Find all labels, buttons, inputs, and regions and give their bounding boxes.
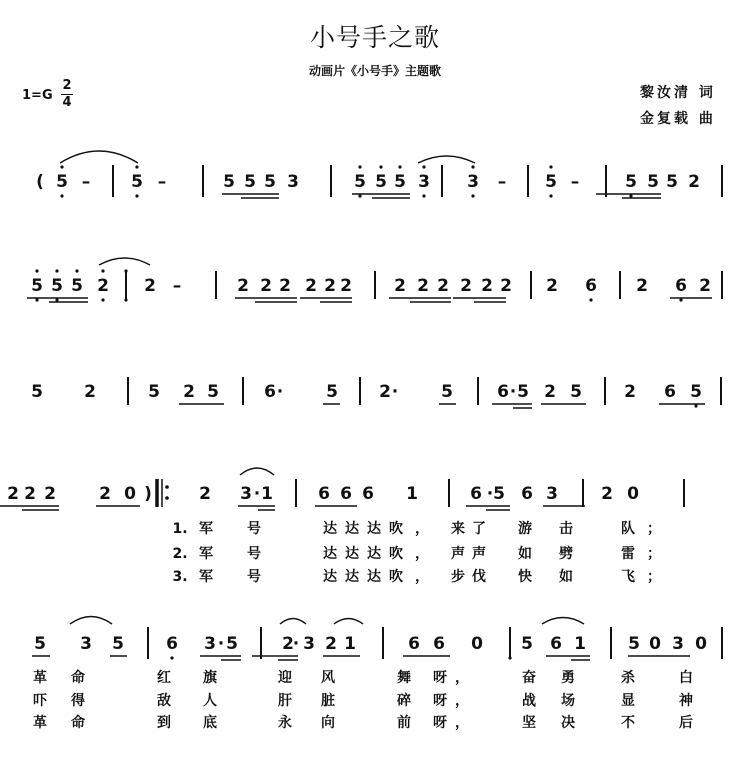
note-token: 5 — [112, 634, 124, 654]
note-token: · — [276, 382, 284, 402]
octave-dot-high — [101, 269, 104, 272]
lyric-char: 革 — [33, 715, 47, 731]
note-token: 5 — [51, 276, 63, 296]
octave-dot-high — [549, 165, 552, 168]
lyric-char: ， — [455, 670, 469, 686]
key-signature: 1=G — [22, 88, 53, 103]
note-token: 5 — [394, 172, 406, 192]
note-token: 2 — [279, 276, 291, 296]
note-token: 3 — [418, 172, 430, 192]
lyric-char: 1. — [172, 521, 188, 537]
note-token: 2 — [24, 484, 36, 504]
octave-dot-low — [135, 194, 138, 197]
note-token: – — [497, 172, 507, 192]
note-token: 5 — [375, 172, 387, 192]
lyric-char: 军 — [199, 569, 213, 585]
note-token: 2 — [624, 382, 636, 402]
lyric-char: 快 — [518, 569, 532, 585]
note-token: 2 — [199, 484, 211, 504]
lyric-char: 达 — [367, 569, 381, 585]
note-token: 2 — [417, 276, 429, 296]
note-token: · — [391, 382, 399, 402]
lyric-char: 伐 — [472, 569, 486, 585]
lyric-char: 军 — [199, 521, 213, 537]
lyric-char: 决 — [561, 715, 575, 731]
octave-dot-low — [679, 298, 682, 301]
lyric-char: 杀 — [621, 670, 635, 686]
note-token: 0 — [649, 634, 661, 654]
lyric-char: ， — [455, 693, 469, 709]
lyric-char: 革 — [33, 670, 47, 686]
octave-dot-low — [471, 194, 474, 197]
lyric-char: 不 — [621, 715, 635, 731]
lyric-char: 碎 — [397, 693, 411, 709]
note-token: 2 — [305, 276, 317, 296]
lyric-char: ； — [647, 521, 661, 537]
note-token: 2 — [460, 276, 472, 296]
note-token: 0 — [124, 484, 136, 504]
note-token: 3 — [240, 484, 252, 504]
note-token: 5 — [690, 382, 702, 402]
lyric-char: ， — [415, 521, 429, 537]
note-token: 6 — [318, 484, 330, 504]
song-title: 小号手之歌 — [309, 23, 440, 52]
lyric-char: 游 — [518, 521, 532, 537]
time-signature-lower: 4 — [62, 95, 72, 110]
note-token: 2 — [688, 172, 700, 192]
lyric-char: ， — [415, 569, 429, 585]
octave-dot-high — [358, 165, 361, 168]
octave-dot-low — [422, 194, 425, 197]
note-token: 5 — [517, 382, 529, 402]
octave-dot-low — [694, 404, 697, 407]
lyric-char: 吓 — [33, 693, 47, 709]
note-token: 6 — [675, 276, 687, 296]
note-token: 6 — [521, 484, 533, 504]
lyric-char: 达 — [367, 521, 381, 537]
octave-dot-high — [35, 269, 38, 272]
lyric-char: 吹 — [389, 521, 403, 537]
note-token: 5 — [326, 382, 338, 402]
note-token: 1 — [574, 634, 586, 654]
lyric-char: 白 — [679, 670, 693, 686]
octave-dot-low — [358, 194, 361, 197]
octave-dot-high — [55, 269, 58, 272]
note-token: 5 — [148, 382, 160, 402]
note-token: – — [81, 172, 91, 192]
lyric-char: 队 — [621, 521, 635, 537]
slur — [334, 619, 363, 625]
note-token: 2 — [260, 276, 272, 296]
lyric-char: 如 — [518, 546, 532, 562]
lyric-char: 敌 — [157, 693, 171, 709]
note-token: 2 — [183, 382, 195, 402]
lyric-char: 吹 — [389, 546, 403, 562]
note-token: 2 — [44, 484, 56, 504]
octave-dot-low — [508, 656, 511, 659]
lyric-char: 步 — [451, 569, 465, 585]
lyric-char: 风 — [321, 670, 335, 686]
note-token: 2 — [144, 276, 156, 296]
lyric-char: 声 — [472, 546, 486, 562]
note-token: 5 — [441, 382, 453, 402]
lyric-char: 场 — [561, 693, 575, 709]
note-token: ) — [144, 484, 152, 504]
lyric-char: 达 — [367, 546, 381, 562]
octave-dot-high — [60, 165, 63, 168]
note-token: – — [157, 172, 167, 192]
note-token: 6 — [550, 634, 562, 654]
song-subtitle: 动画片《小号手》主题歌 — [308, 64, 441, 78]
lyric-char: ； — [647, 546, 661, 562]
lyric-char: 了 — [472, 521, 486, 537]
lyric-char: 达 — [345, 521, 359, 537]
slur — [542, 618, 584, 625]
note-token: 5 — [264, 172, 276, 192]
note-token: 3 — [287, 172, 299, 192]
note-token: 0 — [627, 484, 639, 504]
lyric-char: 旗 — [203, 670, 217, 686]
lyric-char: 来 — [451, 521, 465, 537]
repeat-dot — [165, 485, 169, 489]
octave-dot-high — [422, 165, 425, 168]
note-token: 2 — [84, 382, 96, 402]
note-token: 2 — [99, 484, 111, 504]
lyric-char: 脏 — [321, 693, 335, 709]
lyric-char: 后 — [679, 715, 693, 731]
lyric-char: 雷 — [621, 546, 635, 562]
lyric-char: 号 — [247, 521, 261, 537]
lyric-char: ， — [455, 715, 469, 731]
lyric-char: 达 — [323, 546, 337, 562]
lyric-char: 军 — [199, 546, 213, 562]
lyric-char: 永 — [278, 715, 292, 731]
note-token: 2 — [7, 484, 19, 504]
lyric-char: 迎 — [278, 670, 292, 686]
octave-dot-low — [101, 298, 104, 301]
note-token: 2 — [282, 634, 294, 654]
slur — [280, 619, 306, 625]
note-token: 5 — [647, 172, 659, 192]
octave-dot-high — [75, 269, 78, 272]
octave-dot-low — [549, 194, 552, 197]
lyric-char: 命 — [71, 715, 85, 731]
slur — [240, 468, 274, 475]
note-token: · — [486, 484, 494, 504]
lyricist-credit: 黎汝清 词 — [640, 85, 716, 101]
note-token: 6 — [166, 634, 178, 654]
note-token: 6 — [664, 382, 676, 402]
lyric-char: 神 — [679, 693, 693, 709]
note-token: 6 — [497, 382, 509, 402]
lyric-char: 2. — [172, 546, 188, 562]
octave-dot-low — [60, 194, 63, 197]
note-token: 6 — [433, 634, 445, 654]
octave-dot-low — [170, 656, 173, 659]
note-token: 6 — [408, 634, 420, 654]
lyric-char: 击 — [559, 521, 573, 537]
note-token: 5 — [625, 172, 637, 192]
lyric-char: 号 — [247, 546, 261, 562]
note-token: 5 — [56, 172, 68, 192]
lyric-char: 呀 — [433, 693, 447, 709]
note-token: 5 — [666, 172, 678, 192]
time-signature-upper: 2 — [62, 78, 72, 93]
slur — [60, 151, 138, 163]
note-token: 1 — [344, 634, 356, 654]
note-token: 2 — [325, 634, 337, 654]
octave-dot-high — [471, 165, 474, 168]
note-token: 5 — [31, 382, 43, 402]
lyric-char: 劈 — [559, 546, 573, 562]
lyric-char: 得 — [71, 693, 85, 709]
lyric-char: 舞 — [397, 670, 411, 686]
lyric-char: 达 — [323, 569, 337, 585]
note-token: 3 — [672, 634, 684, 654]
lyric-char: 人 — [203, 693, 217, 709]
lyric-char: 声 — [451, 546, 465, 562]
note-token: 2 — [481, 276, 493, 296]
note-token: 5 — [131, 172, 143, 192]
note-token: 5 — [207, 382, 219, 402]
repeat-dot — [165, 496, 169, 500]
note-token: 2 — [97, 276, 109, 296]
note-token: 1 — [261, 484, 273, 504]
note-token: 2 — [699, 276, 711, 296]
lyric-char: 显 — [621, 693, 635, 709]
octave-dot-low — [589, 298, 592, 301]
note-token: 0 — [471, 634, 483, 654]
lyric-char: 飞 — [621, 569, 635, 585]
note-token: 0 — [695, 634, 707, 654]
lyric-char: ， — [415, 546, 429, 562]
lyric-char: 达 — [345, 569, 359, 585]
lyric-char: 呀 — [433, 670, 447, 686]
lyric-char: 战 — [522, 693, 536, 709]
note-token: 2 — [544, 382, 556, 402]
octave-dot-low — [55, 298, 58, 301]
note-token: 6 — [585, 276, 597, 296]
note-token: · — [292, 634, 300, 654]
note-token: 5 — [31, 276, 43, 296]
octave-dot-high — [398, 165, 401, 168]
octave-dot-high — [124, 269, 127, 272]
note-token: 1 — [406, 484, 418, 504]
note-token: 5 — [223, 172, 235, 192]
note-token: 6 — [340, 484, 352, 504]
note-token: · — [217, 634, 225, 654]
slur — [99, 258, 150, 265]
note-token: 2 — [324, 276, 336, 296]
note-token: 5 — [244, 172, 256, 192]
note-token: 5 — [570, 382, 582, 402]
lyric-char: 达 — [345, 546, 359, 562]
lyric-char: 号 — [247, 569, 261, 585]
note-token: 2 — [437, 276, 449, 296]
lyric-char: 向 — [321, 715, 335, 731]
note-token: · — [509, 382, 517, 402]
lyric-char: 勇 — [561, 670, 575, 686]
note-token: 2 — [601, 484, 613, 504]
composer-credit: 金复载 曲 — [640, 111, 716, 127]
note-token: 2 — [394, 276, 406, 296]
note-token: 6 — [264, 382, 276, 402]
note-token: · — [253, 484, 261, 504]
note-token: ( — [36, 172, 44, 192]
note-token: 5 — [628, 634, 640, 654]
slur — [418, 156, 475, 163]
note-token: 5 — [521, 634, 533, 654]
note-token: 5 — [71, 276, 83, 296]
note-token: 5 — [354, 172, 366, 192]
note-token: 6 — [470, 484, 482, 504]
octave-dot-high — [379, 165, 382, 168]
note-token: 3 — [80, 634, 92, 654]
lyric-char: 前 — [397, 715, 411, 731]
note-token: 3 — [546, 484, 558, 504]
note-token: 3 — [467, 172, 479, 192]
octave-dot-low — [35, 298, 38, 301]
note-token: 2 — [379, 382, 391, 402]
lyric-char: 坚 — [522, 715, 536, 731]
note-token: 5 — [226, 634, 238, 654]
note-token: 3 — [303, 634, 315, 654]
lyric-char: 达 — [323, 521, 337, 537]
note-token: – — [570, 172, 580, 192]
lyric-char: 如 — [559, 569, 573, 585]
lyric-char: 3. — [172, 569, 188, 585]
octave-dot-low — [629, 194, 632, 197]
slur — [70, 617, 112, 625]
lyric-char: 呀 — [433, 715, 447, 731]
note-token: 2 — [237, 276, 249, 296]
lyric-char: 奋 — [522, 670, 536, 686]
octave-dot-high — [135, 165, 138, 168]
lyric-char: 到 — [157, 715, 171, 731]
lyric-char: ； — [647, 569, 661, 585]
note-token: 2 — [340, 276, 352, 296]
note-token: 2 — [546, 276, 558, 296]
lyric-char: 红 — [157, 670, 171, 686]
note-token: – — [172, 276, 182, 296]
note-token: 5 — [545, 172, 557, 192]
note-token: 5 — [493, 484, 505, 504]
lyric-char: 命 — [71, 670, 85, 686]
note-token: 2 — [636, 276, 648, 296]
lyric-char: 肝 — [278, 693, 292, 709]
note-token: 5 — [34, 634, 46, 654]
lyric-char: 吹 — [389, 569, 403, 585]
note-token: 2 — [500, 276, 512, 296]
note-token: 3 — [204, 634, 216, 654]
octave-dot-low — [124, 298, 127, 301]
lyric-char: 底 — [203, 715, 217, 731]
note-token: 6 — [362, 484, 374, 504]
